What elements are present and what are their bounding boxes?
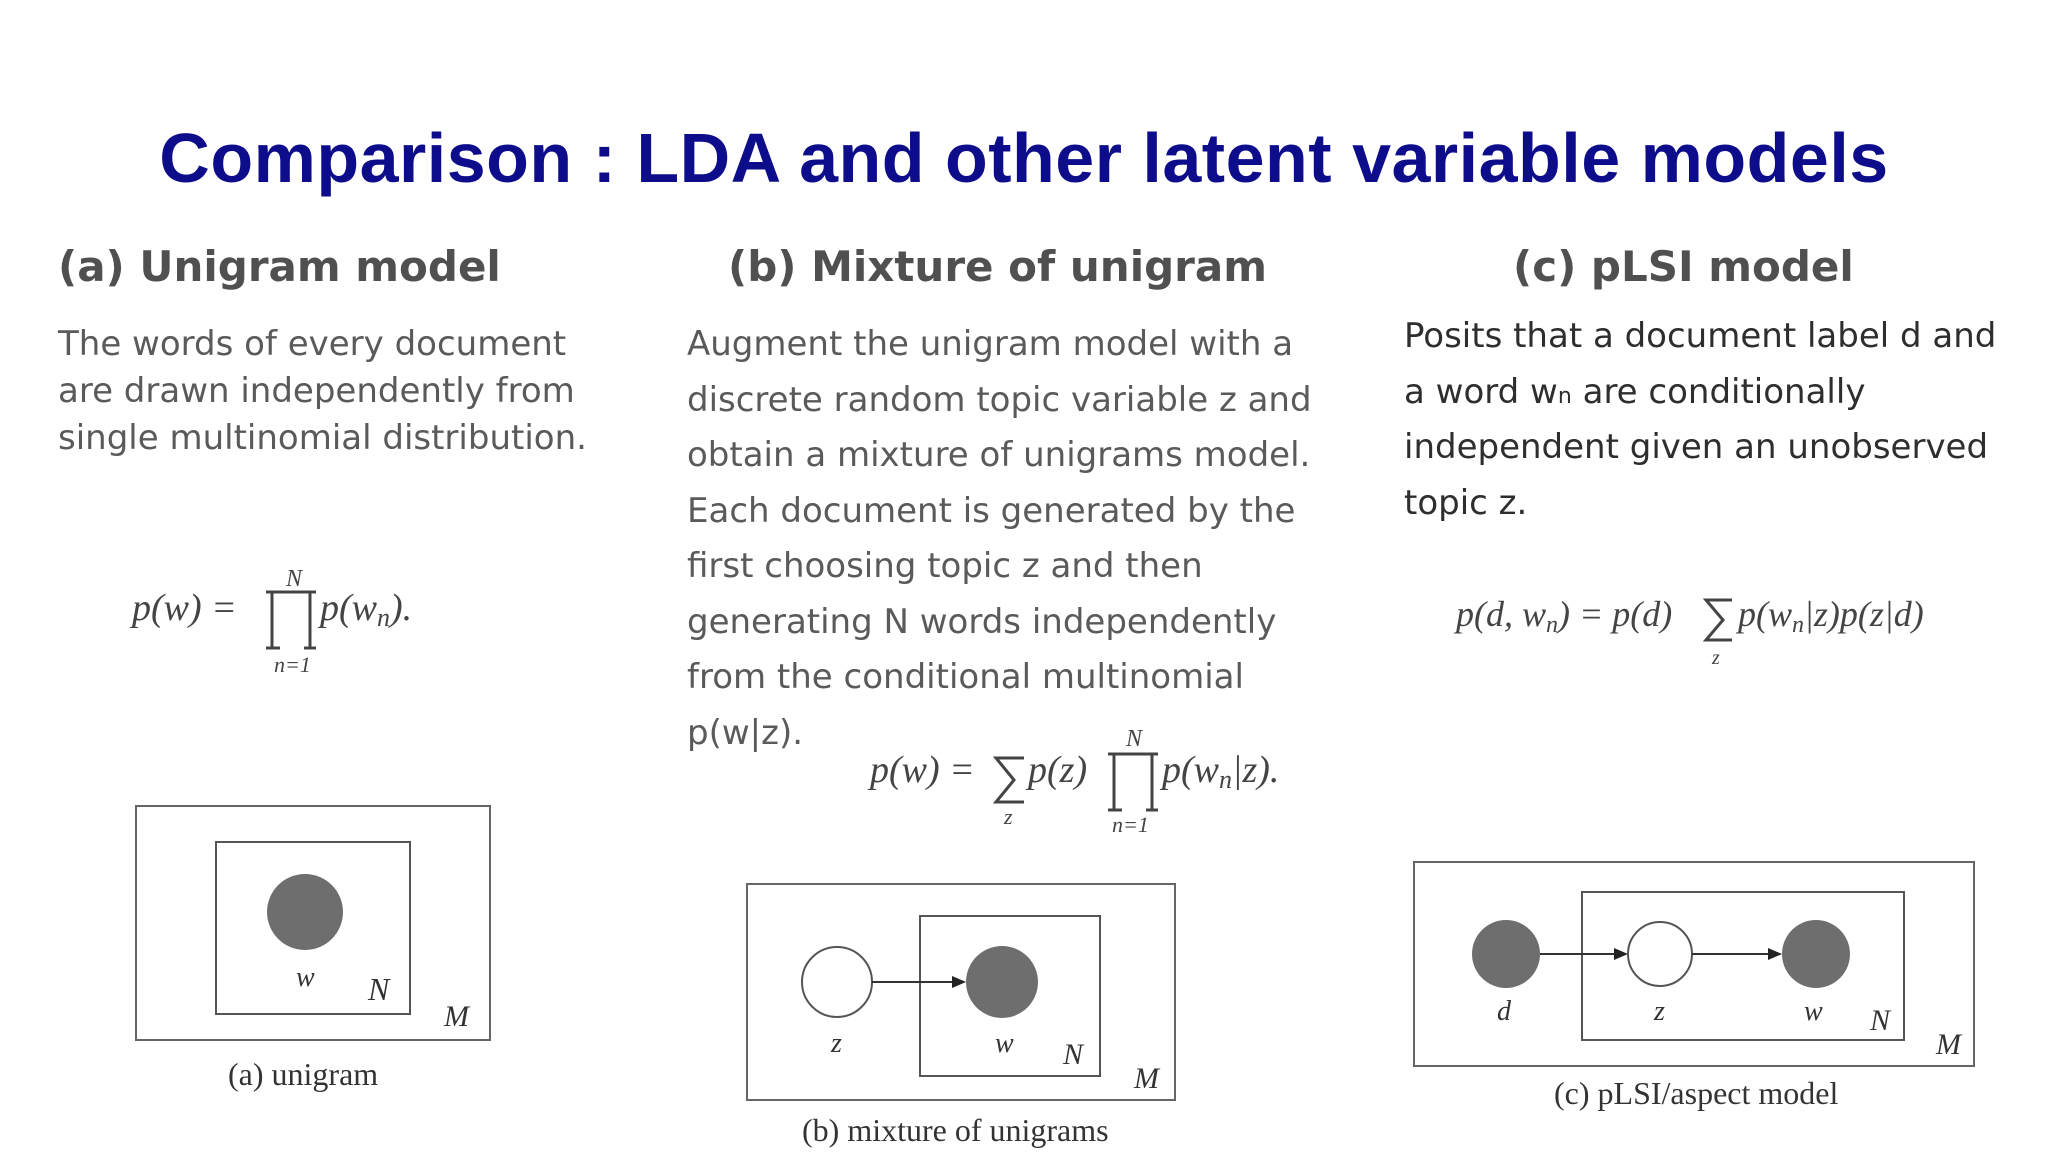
- formula-term1: p(z): [1028, 749, 1088, 791]
- diagram-mixture: [740, 878, 1180, 1152]
- svg-text:p(wn|z)p(z|d): [1735, 594, 1924, 638]
- plate-label-m: M: [1134, 1062, 1159, 1095]
- description-line: topic z.: [1404, 482, 1528, 523]
- description-line: The words of every document: [58, 324, 567, 364]
- plate-label-n: N: [368, 971, 390, 1007]
- node-label-w: w: [1804, 996, 1823, 1027]
- formula-rhs-end: |z)p(z|d): [1804, 594, 1924, 634]
- observed-node-d: [1472, 920, 1540, 988]
- formula-rhs: p(w: [320, 587, 377, 629]
- formula-rhs-sub: n: [1219, 765, 1232, 794]
- description-line: single multinomial distribution.: [58, 418, 587, 458]
- description-line: p(w|z).: [687, 712, 804, 753]
- formula-rhs: p(w: [1738, 594, 1792, 634]
- formula-rhs: p(w: [1162, 749, 1219, 791]
- observed-node-w: [1782, 920, 1850, 988]
- formula-unigram: [120, 560, 440, 680]
- description-line: first choosing topic z and then: [687, 546, 1203, 586]
- description-line: obtain a mixture of unigrams model.: [687, 435, 1311, 475]
- formula-rhs-sub: n: [1792, 612, 1804, 638]
- plate-label-m: M: [444, 1000, 469, 1033]
- formula-sum-sub: z: [1712, 647, 1720, 669]
- description-line: Posits that a document label d and: [1404, 316, 1997, 356]
- description-line: Augment the unigram model with a: [687, 324, 1294, 364]
- slide-title: Comparison : LDA and other latent variable models: [159, 119, 1889, 197]
- product-symbol: [1108, 754, 1158, 810]
- description-line: a word wn are conditionally: [1404, 371, 1866, 412]
- formula-lhs-sub: n: [1546, 612, 1558, 638]
- arrowhead: [1768, 948, 1782, 960]
- arrowhead: [1614, 948, 1628, 960]
- svg-text:p(wn|z).: [1159, 749, 1279, 794]
- node-label-d: d: [1497, 996, 1511, 1027]
- plate-label-n: N: [1870, 1004, 1891, 1037]
- description-unigram: [58, 324, 587, 465]
- sum-symbol: [996, 758, 1024, 802]
- formula-rhs-sub: n: [377, 603, 390, 632]
- observed-node-w: [267, 874, 343, 950]
- formula-lhs: p(w) =: [132, 587, 237, 629]
- formula-prod-sup: N: [1126, 726, 1143, 752]
- formula-lhs: p(d, w: [1456, 594, 1546, 634]
- node-label-z: z: [831, 1028, 842, 1059]
- diagram-plsi: [1408, 858, 1978, 1118]
- diagram-caption: (a) unigram: [228, 1056, 379, 1092]
- description-plsi: [1404, 316, 1996, 538]
- formula-prod-sup: N: [286, 566, 303, 592]
- svg-text:p(d, wn) = p(d): [1453, 594, 1672, 638]
- description-line: generating N words independently: [687, 601, 1277, 642]
- formula-plsi: [1450, 582, 1970, 682]
- node-label-w: w: [995, 1028, 1014, 1059]
- formula-sum-sub: z: [1004, 804, 1013, 829]
- heading-mixture-of-unigram: (b) Mixture of unigram: [728, 242, 1267, 291]
- sum-symbol: [1706, 600, 1732, 640]
- formula-lhs-end: ) = p(d): [1558, 594, 1673, 634]
- description-line: Each document is generated by the: [687, 490, 1296, 531]
- node-label-w: w: [296, 962, 315, 993]
- observed-node-w: [966, 946, 1038, 1018]
- formula-prod-sub: n=1: [274, 652, 311, 677]
- formula-prod-sub: n=1: [1112, 812, 1149, 837]
- formula-mixture: [860, 718, 1310, 838]
- plate-label-m: M: [1936, 1028, 1961, 1061]
- description-mixture: [687, 324, 1312, 768]
- formula-rhs-end: |z).: [1232, 749, 1280, 791]
- formula-lhs: p(w) =: [870, 749, 975, 791]
- description-line: independent given an unobserved: [1404, 427, 1989, 467]
- description-line: from the conditional multinomial: [687, 657, 1244, 697]
- plate-label-n: N: [1063, 1038, 1084, 1071]
- arrowhead: [952, 976, 966, 988]
- description-line: are drawn independently from: [58, 371, 575, 411]
- svg-text:p(wn).: [317, 587, 412, 632]
- diagram-unigram: [130, 800, 510, 1100]
- formula-rhs-end: ).: [390, 587, 413, 629]
- latent-node-z: [1628, 922, 1692, 986]
- description-line: discrete random topic variable z and: [687, 379, 1312, 420]
- heading-plsi-model: (c) pLSI model: [1513, 242, 1854, 291]
- product-symbol: [266, 592, 316, 648]
- diagram-caption: (c) pLSI/aspect model: [1554, 1075, 1839, 1111]
- node-label-z: z: [1654, 996, 1665, 1027]
- heading-unigram-model: (a) Unigram model: [58, 242, 501, 291]
- latent-node-z: [802, 947, 872, 1017]
- diagram-caption: (b) mixture of unigrams: [802, 1112, 1109, 1148]
